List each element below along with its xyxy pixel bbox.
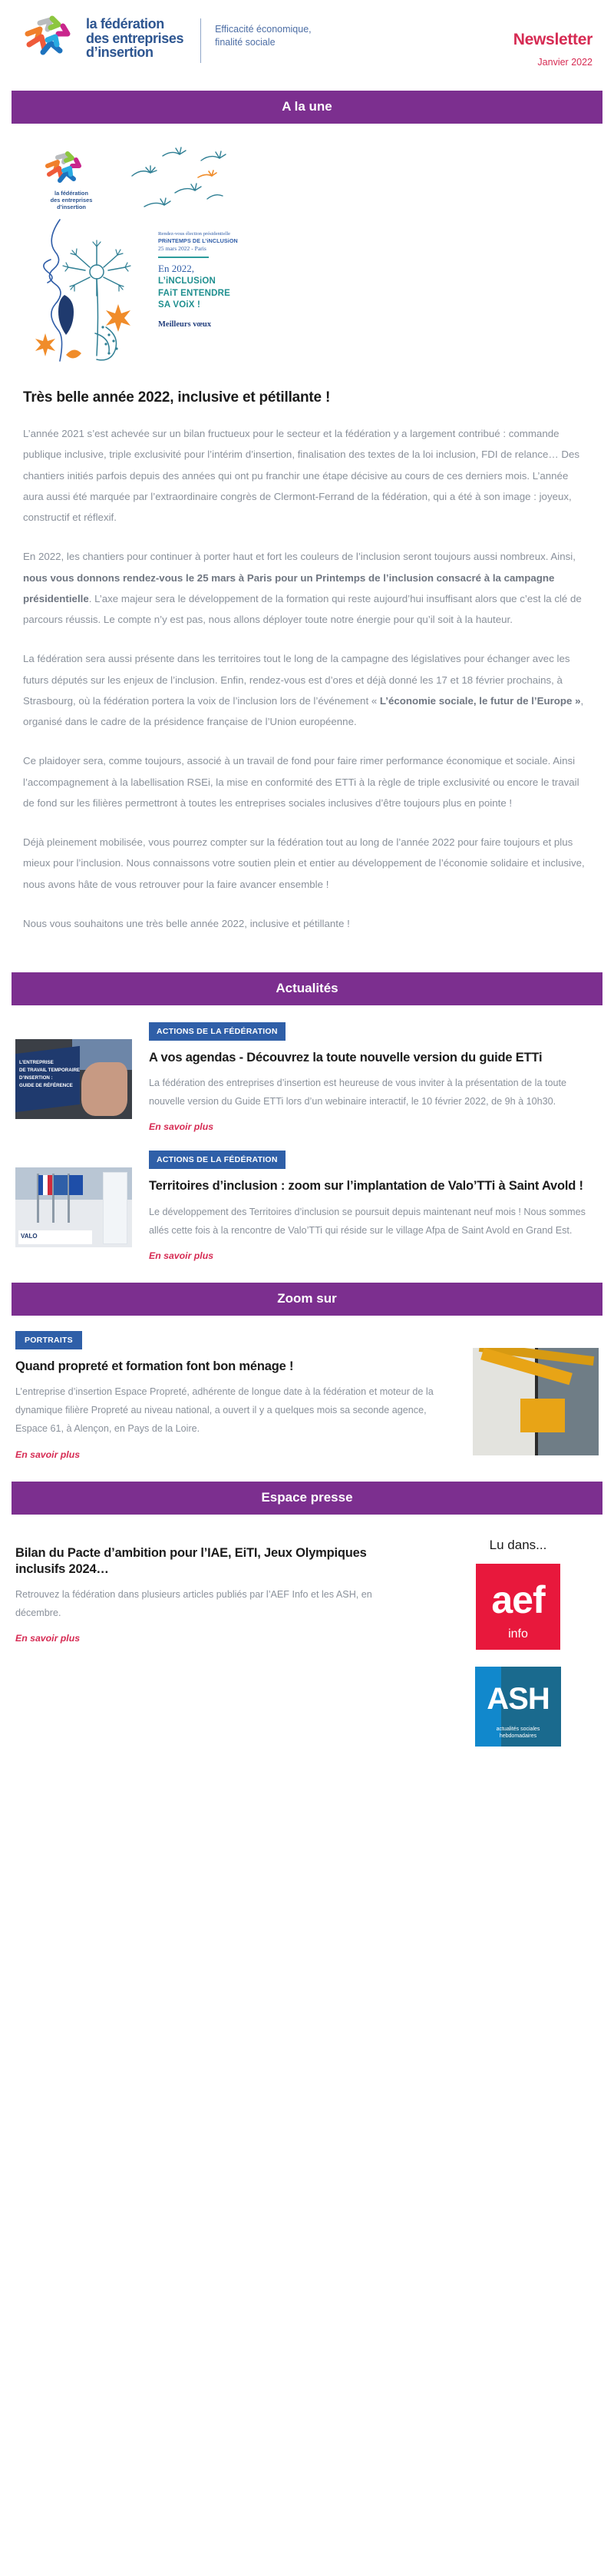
federation-logo-icon	[21, 14, 78, 63]
zoom-article-body	[15, 1331, 473, 1462]
press-logos	[437, 1533, 599, 1747]
section-banner-a-la-une: A la une	[12, 91, 602, 124]
spacer	[0, 952, 614, 972]
zoom-article-title[interactable]: Quand propreté et formation font bon ménage !	[15, 1359, 294, 1373]
thumb-cap-4: GUIDE DE RÉFÉRENCE	[19, 1082, 73, 1088]
brand-line-2: des entreprises	[86, 30, 184, 46]
news-body	[149, 1151, 591, 1262]
newsletter-date: Janvier 2022	[537, 57, 593, 68]
card-headline-rest	[158, 276, 238, 311]
brand-name	[86, 17, 183, 59]
card-event-date: 25 mars 2022 - Paris	[158, 245, 206, 252]
tagline-line-2: finalité sociale	[215, 36, 276, 48]
section-banner-actualites: Actualités	[12, 972, 602, 1005]
card-headline-1: En 2022,	[158, 263, 194, 274]
thumb-cap-1: L’ENTREPRISE	[19, 1060, 54, 1065]
aef-info-logo[interactable]	[476, 1564, 560, 1650]
card-logo-line-1: la fédération	[54, 190, 88, 197]
thumb-cap-2: DE TRAVAIL TEMPORAIRE	[19, 1067, 81, 1073]
ash-sub-label	[475, 1726, 561, 1740]
card-event-name: PRiNTEMPS DE L’iNCLUSiON	[158, 237, 238, 244]
lead-p2-bold: nous vous donnons rendez-vous le 25 mars à Paris pour un Printemps de l’inclusion consacré à la campagne présidentielle	[23, 571, 555, 604]
news-title[interactable]: Territoires d’inclusion : zoom sur l’implantation de Valo’TTi à Saint Avold !	[149, 1179, 583, 1194]
zoom-article-text: L’entreprise d’insertion Espace Propreté, adhérente de longue date à la fédération et moteur de la dynamique filière Propreté au niveau national, a ouvert il y a quelques mois sa seconde agence, Espace 61, à Alençon, en Pays de la Loire.	[15, 1386, 434, 1435]
card-kicker: Rendez-vous élection présidentielle	[158, 231, 231, 237]
read-more-link[interactable]: En savoir plus	[15, 1449, 81, 1460]
read-more-link[interactable]: En savoir plus	[149, 1250, 214, 1261]
read-more-link[interactable]: En savoir plus	[15, 1633, 81, 1644]
brand-line-3: d’insertion	[86, 45, 154, 61]
newsletter-meta	[513, 14, 600, 68]
lead-article	[0, 369, 614, 934]
news-item[interactable]	[0, 1134, 614, 1262]
card-headline-3: FAiT ENTENDRE	[158, 288, 230, 298]
aef-sub-label: info	[508, 1627, 528, 1641]
zoom-article[interactable]	[0, 1316, 614, 1462]
card-text-block	[158, 231, 238, 329]
press-article	[15, 1533, 437, 1646]
lead-paragraph-2	[23, 546, 591, 630]
read-more-link[interactable]: En savoir plus	[149, 1121, 214, 1133]
page-header	[0, 0, 614, 72]
tagline	[215, 14, 312, 49]
spacer	[0, 1263, 614, 1283]
hero-image-wrap	[0, 124, 614, 369]
press-section	[0, 1515, 614, 1766]
newsletter-label: Newsletter	[513, 31, 593, 48]
section-banner-zoom-sur: Zoom sur	[12, 1283, 602, 1316]
brand-lockup[interactable]	[21, 14, 183, 63]
status-badge: PORTRAITS	[15, 1331, 82, 1349]
header-divider	[200, 18, 201, 63]
press-article-title[interactable]: Bilan du Pacte d’ambition pour l’IAE, EiTI, Jeux Olympiques inclusifs 2024…	[15, 1545, 367, 1576]
thumb-shape	[69, 1175, 83, 1195]
card-rule	[158, 257, 209, 258]
thumb-shape	[520, 1399, 565, 1432]
news-body	[149, 1022, 591, 1134]
news-title[interactable]: A vos agendas - Découvrez la toute nouvelle version du guide ETTi	[149, 1051, 543, 1065]
brand-line-1: la fédération	[86, 16, 164, 32]
ash-sub-line-1: actualités sociales	[496, 1727, 540, 1733]
news-thumbnail-guide-etti[interactable]	[15, 1039, 132, 1119]
press-article-text: Retrouvez la fédération dans plusieurs articles publiés par l’AEF Info et les ASH, en décembre.	[15, 1588, 372, 1618]
card-logo-line-3: d’insertion	[57, 204, 86, 211]
thumbnail-logo	[18, 1230, 92, 1244]
card-headline-4: SA VOiX !	[158, 300, 201, 310]
thumbnail-caption	[19, 1059, 81, 1090]
status-badge: ACTIONS DE LA FÉDÉRATION	[149, 1151, 286, 1169]
ash-wordmark: ASH	[487, 1681, 550, 1716]
lead-paragraph-5: Déjà pleinement mobilisée, vous pourrez compter sur la fédération tout au long de l’année 2022 pour faire toujours et plus mieux pour l’inclusion. Nous connaissons votre soutien plein et entier au développement de l’économie solidaire et inclusive, nous avons hâte de vous retrouver pour la faire avancer ensemble !	[23, 836, 585, 890]
news-item[interactable]	[0, 1005, 614, 1134]
news-text: Le développement des Territoires d’inclusion se poursuit depuis maintenant neuf mois ! Nous sommes allés cette fois à la rencontre de Valo’TTi qui réside sur le village Afpa de Saint Avold en Grand Est.	[149, 1206, 586, 1236]
lead-p2-part-b: . L’axe majeur sera le développement de la formation qui reste aujourd’hui insuffisant alors que c’est la clé de parcours réussis. Le compte n’y est pas, nous allons déployer toute notre énergie pour qu’il soit à la hauteur.	[23, 592, 582, 625]
lead-paragraph-1: L’année 2021 s’est achevée sur un bilan fructueux pour le secteur et la fédération y a largement contribué : commande publique inclusive, triple exclusivité pour l’intérim d’insertion, finalisation des textes de la loi inclusion, FDI de relance… Des chantiers initiés parfois depuis des années qui ont pu franchir une étape décisive au cours de ces derniers mois. L’année aura aussi été marquée par l’extraordinaire congrès de Clermont-Ferrand de la fédération, qui a été à son image : joyeux, constructif et réflexif.	[23, 428, 580, 523]
thumb-logo-label: VALO	[21, 1233, 38, 1240]
lead-p3-bold: L’économie sociale, le futur de l’Europe »	[379, 694, 581, 707]
news-text: La fédération des entreprises d’insertion est heureuse de vous inviter à la présentation de la toute nouvelle version du Guide ETTi lors d’un webinaire interactif, le 10 février 2022, de 9h à 10h30.	[149, 1078, 566, 1108]
card-wishes: Meilleurs vœux	[158, 320, 212, 329]
lead-p2-part-a: En 2022, les chantiers pour continuer à porter haut et fort les couleurs de l’inclusion seront toujours aussi nombreux. Ainsi,	[23, 551, 576, 563]
greeting-card-image[interactable]	[29, 139, 238, 369]
spacer	[0, 1462, 614, 1482]
thumb-cap-3: D’INSERTION :	[19, 1074, 53, 1081]
lead-p3-part-a: La fédération sera aussi présente dans les territoires tout le long de la campagne des législatives pour échanger avec les futurs députés sur les enjeux de l’inclusion. Enfin, rendez-vous est d’ores et déjà donné les 17 et 18 février prochains, à Strasbourg, où la fédération portera la voix de l’inclusion lors de l’événement «	[23, 653, 570, 707]
page-title: Très belle année 2022, inclusive et pétillante !	[23, 389, 331, 406]
lead-paragraph-6: Nous vous souhaitons une très belle année 2022, inclusive et pétillante !	[23, 917, 350, 929]
spacer	[0, 72, 614, 91]
section-banner-espace-presse: Espace presse	[12, 1482, 602, 1515]
dandelion-hand-illustration	[29, 212, 160, 369]
thumb-shape	[54, 1175, 68, 1195]
ash-logo[interactable]	[475, 1667, 561, 1747]
card-logo-text	[37, 190, 106, 210]
lead-p3-part-b: , organisé dans le cadre de la présidence française de l’Union européenne.	[23, 694, 584, 727]
ash-sub-line-2: hebdomadaires	[499, 1733, 537, 1740]
lu-dans-label: Lu dans...	[489, 1537, 547, 1552]
lead-paragraph-4: Ce plaidoyer sera, comme toujours, associé à un travail de fond pour faire rimer performance économique et sociale. Ainsi l’accompagnement à la labellisation RSEi, la mise en conformité des ETTi à la règle de triple exclusivité ou encore le travail de fond sur les filières permettront à toutes les entreprises sociales inclusives d’être toujours plus en pointe !	[23, 755, 579, 809]
thumb-shape	[81, 1062, 127, 1116]
tagline-line-1: Efficacité économique,	[215, 24, 312, 35]
news-thumbnail-valo-tti[interactable]	[15, 1167, 132, 1247]
status-badge: ACTIONS DE LA FÉDÉRATION	[149, 1022, 286, 1041]
card-logo-line-2: des entreprises	[50, 197, 93, 204]
federation-logo-icon	[43, 150, 87, 190]
thumb-shape	[38, 1175, 52, 1195]
zoom-article-thumbnail[interactable]	[473, 1348, 599, 1455]
lead-paragraph-3	[23, 648, 591, 732]
thumb-shape	[103, 1172, 127, 1244]
aef-wordmark: aef	[491, 1578, 545, 1621]
card-headline-2: L’iNCLUSiON	[158, 276, 216, 286]
